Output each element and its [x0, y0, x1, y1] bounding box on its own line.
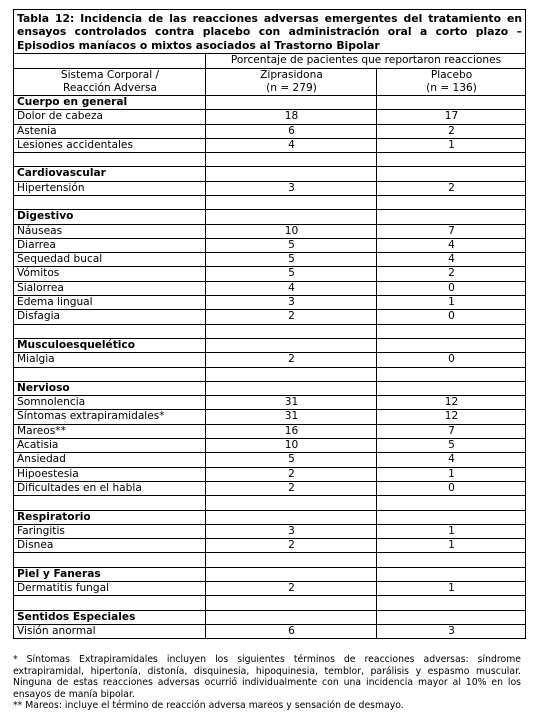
table-row [14, 224, 526, 238]
category-row [14, 167, 526, 181]
empty-cell [377, 95, 526, 109]
empty-cell [377, 324, 526, 338]
ziprasidona-value: 2 [206, 467, 377, 481]
empty-cell [14, 496, 206, 510]
table-row [14, 481, 526, 495]
ziprasidona-value: 16 [206, 424, 377, 438]
reaction-name: Síntomas extrapiramidales* [14, 410, 206, 424]
header-system-line2: Reacción Adversa [63, 81, 157, 94]
empty-cell [377, 610, 526, 624]
empty-cell [377, 567, 526, 581]
empty-cell [377, 210, 526, 224]
table-row [14, 624, 526, 638]
placebo-value: 17 [377, 110, 526, 124]
placebo-value: 0 [377, 481, 526, 495]
category-label: Nervioso [14, 381, 206, 395]
ziprasidona-value: 2 [206, 582, 377, 596]
category-row [14, 95, 526, 109]
empty-cell [206, 196, 377, 210]
placebo-value: 3 [377, 624, 526, 638]
table-row [14, 267, 526, 281]
empty-cell [206, 381, 377, 395]
header-placebo-cell [377, 68, 526, 95]
reaction-name: Dermatitis fungal [14, 582, 206, 596]
header-ziprasidona-line2: (n = 279) [266, 81, 317, 94]
category-label: Respiratorio [14, 510, 206, 524]
placebo-value: 12 [377, 396, 526, 410]
adverse-reactions-table [13, 9, 526, 639]
reaction-name: Acatisia [14, 439, 206, 453]
reaction-name: Faringitis [14, 524, 206, 538]
table-row [14, 238, 526, 252]
category-row [14, 510, 526, 524]
table-row [14, 353, 526, 367]
empty-cell [206, 338, 377, 352]
placebo-value: 2 [377, 181, 526, 195]
category-label: Cardiovascular [14, 167, 206, 181]
empty-cell [377, 338, 526, 352]
table-row [14, 524, 526, 538]
reaction-name: Diarrea [14, 238, 206, 252]
ziprasidona-value: 5 [206, 253, 377, 267]
table-row [14, 539, 526, 553]
empty-cell [206, 153, 377, 167]
placebo-value: 0 [377, 310, 526, 324]
ziprasidona-value: 18 [206, 110, 377, 124]
empty-cell [14, 367, 206, 381]
footnote-dizziness: ** Mareos: incluye el término de reacción adversa mareos y sensación de desmayo. [13, 700, 404, 711]
ziprasidona-value: 6 [206, 624, 377, 638]
spacer-row [14, 596, 526, 610]
empty-cell [14, 324, 206, 338]
header-placebo-line1: Placebo [430, 68, 473, 81]
empty-cell [206, 596, 377, 610]
empty-cell [377, 381, 526, 395]
header-empty-cell [14, 54, 206, 68]
table-row [14, 310, 526, 324]
empty-cell [206, 610, 377, 624]
reaction-name: Mareos** [14, 424, 206, 438]
table-title: Tabla 12: Incidencia de las reacciones adversas emergentes del tratamiento en ensayos controlados contra placebo con administración oral a corto plazo – Episodios maníacos o mixtos asociados al Trastorno Bipolar [14, 10, 526, 54]
empty-cell [206, 567, 377, 581]
empty-cell [377, 153, 526, 167]
category-label: Cuerpo en general [14, 95, 206, 109]
table-row [14, 582, 526, 596]
category-row [14, 338, 526, 352]
empty-cell [377, 596, 526, 610]
placebo-value: 1 [377, 539, 526, 553]
empty-cell [377, 496, 526, 510]
table-row [14, 296, 526, 310]
ziprasidona-value: 4 [206, 281, 377, 295]
table-row [14, 396, 526, 410]
reaction-name: Somnolencia [14, 396, 206, 410]
ziprasidona-value: 3 [206, 524, 377, 538]
placebo-value: 2 [377, 267, 526, 281]
ziprasidona-value: 3 [206, 181, 377, 195]
reaction-name: Vómitos [14, 267, 206, 281]
footnotes [13, 654, 521, 712]
header-columns-row [14, 68, 526, 95]
table-row [14, 410, 526, 424]
empty-cell [377, 167, 526, 181]
empty-cell [206, 367, 377, 381]
empty-cell [377, 196, 526, 210]
reaction-name: Mialgia [14, 353, 206, 367]
footnote-extrapyramidal: * Síntomas Extrapiramidales incluyen los siguientes términos de reacciones adversas: síndrome extrapiramidal, hipertonía, distonía, disquinesia, hipoquinesia, temblor, parálisis y espasmo muscular. Ninguna de estas reacciones adversas ocurrió individualmente con una incidencia mayor al 10% en los ensayos de manía bipolar. [13, 654, 521, 700]
title-row [14, 10, 526, 54]
category-row [14, 210, 526, 224]
ziprasidona-value: 10 [206, 439, 377, 453]
reaction-name: Edema lingual [14, 296, 206, 310]
empty-cell [206, 95, 377, 109]
reaction-name: Lesiones accidentales [14, 138, 206, 152]
category-label: Digestivo [14, 210, 206, 224]
spacer-row [14, 196, 526, 210]
table-row [14, 453, 526, 467]
ziprasidona-value: 2 [206, 481, 377, 495]
ziprasidona-value: 2 [206, 310, 377, 324]
placebo-value: 4 [377, 453, 526, 467]
reaction-name: Sialorrea [14, 281, 206, 295]
spacer-row [14, 153, 526, 167]
header-group-label: Porcentaje de pacientes que reportaron reacciones [206, 54, 526, 68]
table-row [14, 467, 526, 481]
table-row [14, 124, 526, 138]
table-row [14, 424, 526, 438]
reaction-name: Hipoestesia [14, 467, 206, 481]
empty-cell [206, 496, 377, 510]
category-label: Sentidos Especiales [14, 610, 206, 624]
category-row [14, 610, 526, 624]
adverse-reactions-table-container [13, 9, 525, 639]
reaction-name: Náuseas [14, 224, 206, 238]
placebo-value: 1 [377, 296, 526, 310]
placebo-value: 1 [377, 582, 526, 596]
spacer-row [14, 324, 526, 338]
empty-cell [14, 153, 206, 167]
ziprasidona-value: 31 [206, 396, 377, 410]
placebo-value: 0 [377, 353, 526, 367]
table-row [14, 181, 526, 195]
placebo-value: 1 [377, 467, 526, 481]
empty-cell [377, 510, 526, 524]
header-system-line1: Sistema Corporal / [60, 68, 160, 81]
empty-cell [206, 324, 377, 338]
placebo-value: 2 [377, 124, 526, 138]
reaction-name: Hipertensión [14, 181, 206, 195]
table-row [14, 253, 526, 267]
empty-cell [377, 553, 526, 567]
ziprasidona-value: 5 [206, 453, 377, 467]
empty-cell [206, 210, 377, 224]
ziprasidona-value: 2 [206, 539, 377, 553]
reaction-name: Dificultades en el habla [14, 481, 206, 495]
header-placebo-line2: (n = 136) [426, 81, 477, 94]
header-group-row [14, 54, 526, 68]
ziprasidona-value: 5 [206, 238, 377, 252]
placebo-value: 0 [377, 281, 526, 295]
empty-cell [377, 367, 526, 381]
spacer-row [14, 553, 526, 567]
spacer-row [14, 496, 526, 510]
ziprasidona-value: 31 [206, 410, 377, 424]
category-row [14, 381, 526, 395]
placebo-value: 7 [377, 424, 526, 438]
empty-cell [14, 553, 206, 567]
reaction-name: Dolor de cabeza [14, 110, 206, 124]
ziprasidona-value: 10 [206, 224, 377, 238]
category-row [14, 567, 526, 581]
empty-cell [206, 510, 377, 524]
table-row [14, 138, 526, 152]
placebo-value: 1 [377, 138, 526, 152]
ziprasidona-value: 3 [206, 296, 377, 310]
placebo-value: 1 [377, 524, 526, 538]
reaction-name: Disnea [14, 539, 206, 553]
placebo-value: 4 [377, 238, 526, 252]
placebo-value: 4 [377, 253, 526, 267]
reaction-name: Disfagia [14, 310, 206, 324]
header-ziprasidona-line1: Ziprasidona [260, 68, 323, 81]
placebo-value: 7 [377, 224, 526, 238]
category-label: Piel y Faneras [14, 567, 206, 581]
category-label: Musculoesquelético [14, 338, 206, 352]
empty-cell [14, 196, 206, 210]
empty-cell [206, 167, 377, 181]
reaction-name: Sequedad bucal [14, 253, 206, 267]
table-row [14, 281, 526, 295]
spacer-row [14, 367, 526, 381]
ziprasidona-value: 4 [206, 138, 377, 152]
header-system-cell [14, 68, 206, 95]
reaction-name: Ansiedad [14, 453, 206, 467]
reaction-name: Astenia [14, 124, 206, 138]
table-row [14, 439, 526, 453]
placebo-value: 12 [377, 410, 526, 424]
placebo-value: 5 [377, 439, 526, 453]
empty-cell [14, 596, 206, 610]
table-row [14, 110, 526, 124]
ziprasidona-value: 2 [206, 353, 377, 367]
ziprasidona-value: 5 [206, 267, 377, 281]
ziprasidona-value: 6 [206, 124, 377, 138]
header-ziprasidona-cell [206, 68, 377, 95]
reaction-name: Visión anormal [14, 624, 206, 638]
empty-cell [206, 553, 377, 567]
